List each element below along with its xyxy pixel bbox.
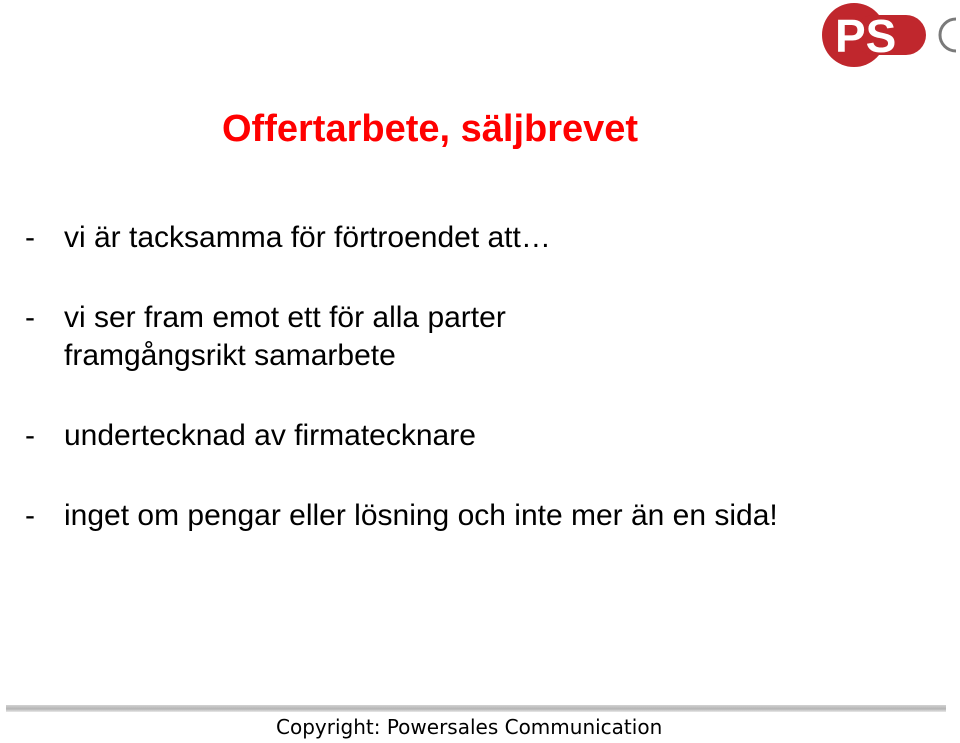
psc-logo: [818, 2, 960, 68]
bullet-text: undertecknad av firmatecknare: [64, 419, 476, 452]
logo-letters-ps: PS: [835, 10, 897, 62]
logo-letter-c: [940, 19, 956, 51]
bullet-item: [25, 219, 945, 257]
bullet-text: inget om pengar eller lösning och inte mer än en sida!: [64, 499, 778, 532]
bullet-text: vi ser fram emot ett för alla parter: [64, 301, 506, 334]
bullet-dash: -: [25, 221, 35, 254]
bullet-text: vi är tacksamma för förtroendet att…: [64, 221, 551, 254]
bullet-dash: -: [25, 419, 35, 452]
bullet-item: [25, 417, 945, 455]
footer-copyright: Copyright: Powersales Communication: [276, 715, 663, 739]
bullet-dash: -: [25, 499, 35, 532]
bullet-item: [25, 299, 945, 375]
bullet-dash: -: [25, 301, 35, 334]
footer-divider: [6, 705, 946, 712]
bullet-list: [25, 219, 945, 577]
bullet-text-continuation: framgångsrikt samarbete: [64, 339, 396, 372]
slide-title: Offertarbete, säljbrevet: [222, 108, 639, 150]
bullet-item: [25, 497, 945, 535]
